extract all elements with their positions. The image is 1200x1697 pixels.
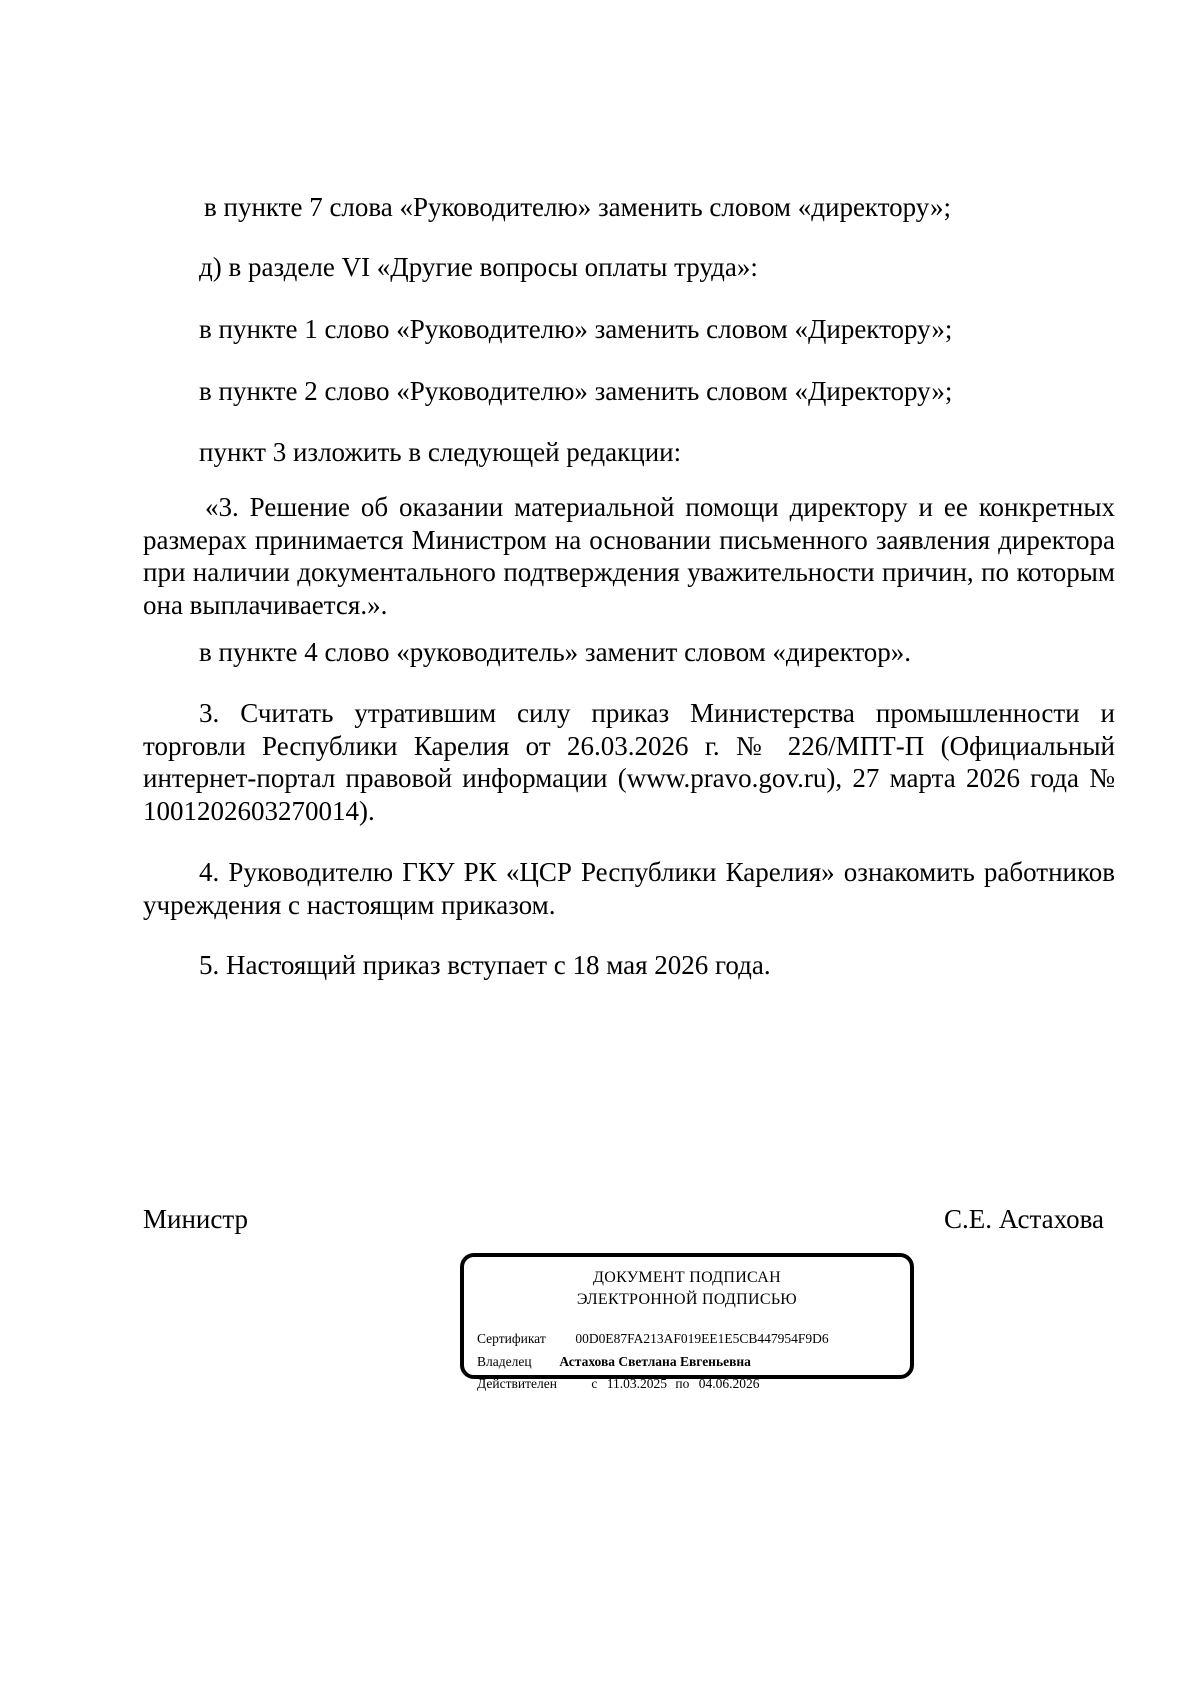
stamp-title-line2: ЭЛЕКТРОННОЙ ПОДПИСЬЮ <box>576 1291 798 1308</box>
paragraph-p2: д) в разделе VI «Другие вопросы оплаты труда»: <box>199 252 758 282</box>
signatory-name: С.Е. Астахова <box>943 1204 1104 1234</box>
paragraph-p3: в пункте 1 слово «Руководителю» заменить словом «Директору»; <box>199 314 953 344</box>
paragraph-p7: в пункте 4 слово «руководитель» заменит словом «директор». <box>199 637 912 667</box>
stamp-valid-to-prefix: по <box>675 1376 690 1391</box>
stamp-valid-label: Действителен <box>477 1376 557 1391</box>
electronic-signature-stamp <box>460 1253 914 1391</box>
paragraph-item-3: 3. Считать утратившим силу приказ Министерства промышленности и торговли Республики Карелия от 26.03.2026 г. № 226/МПТ-П (Официальный интернет-портал правовой информации (www.pravo.gov.ru), 27 марта 2026 года № 1001202603270014). <box>143 698 1115 826</box>
paragraph-p6-quote: «3. Решение об оказании материальной помощи директору и ее конкретных размерах принимается Министром на основании письменного заявления директора при наличии документального подтверждения уважительности причин, по которым она выплачивается.». <box>143 492 1115 620</box>
paragraph-p5: пункт 3 изложить в следующей редакции: <box>199 437 682 467</box>
stamp-certificate-row <box>477 1330 829 1348</box>
stamp-owner-row <box>477 1353 751 1371</box>
stamp-owner-value: Астахова Светлана Евгеньевна <box>559 1354 751 1369</box>
stamp-certificate-value: 00D0E87FA213AF019EE1E5CB447954F9D6 <box>575 1331 829 1346</box>
stamp-valid-from: 11.03.2025 <box>606 1376 667 1391</box>
stamp-owner-label: Владелец <box>477 1354 532 1369</box>
stamp-title-line1: ДОКУМЕНТ ПОДПИСАН <box>593 1269 781 1286</box>
paragraph-p4: в пункте 2 слово «Руководителю» заменить словом «Директору»; <box>199 376 953 406</box>
paragraph-item-4: 4. Руководителю ГКУ РК «ЦСР Республики Карелия» ознакомить работников учреждения с настоящим приказом. <box>143 857 1115 920</box>
stamp-valid-to: 04.06.2026 <box>698 1376 760 1391</box>
paragraph-item-5: 5. Настоящий приказ вступает с 18 мая 2026 года. <box>199 950 771 980</box>
paragraph-p1: в пункте 7 слова «Руководителю» заменить словом «директору»; <box>204 192 951 222</box>
signatory-position: Министр <box>143 1204 248 1234</box>
stamp-certificate-label: Сертификат <box>477 1331 546 1346</box>
stamp-valid-from-prefix: с <box>591 1376 598 1391</box>
stamp-validity-row <box>477 1375 759 1393</box>
